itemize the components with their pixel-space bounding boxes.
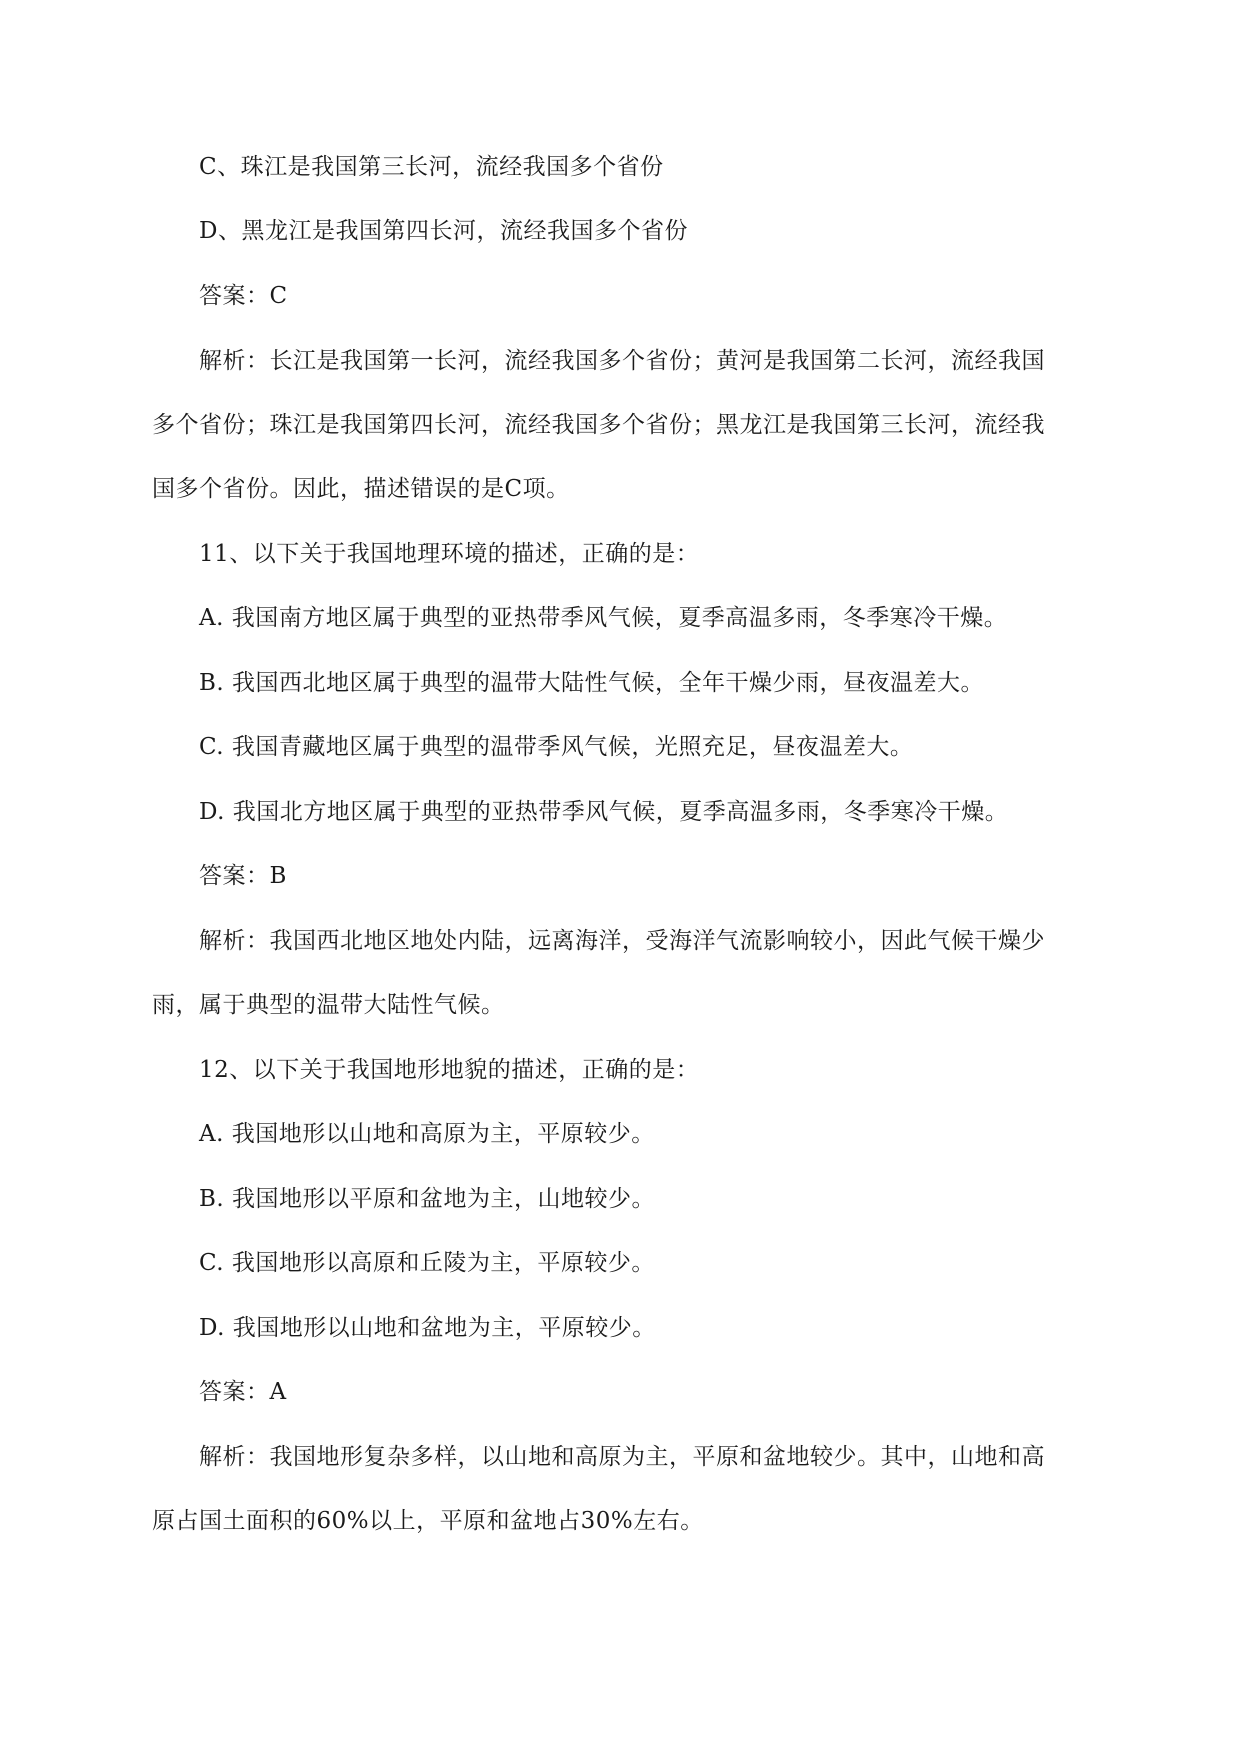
q12-option-c: C. 我国地形以高原和丘陵为主，平原较少。 xyxy=(199,1250,655,1276)
q12-option-d: D. 我国地形以山地和盆地为主，平原较少。 xyxy=(199,1315,656,1341)
q12-analysis-line-1: 解析：我国地形复杂多样，以山地和高原为主，平原和盆地较少。其中，山地和高 xyxy=(199,1444,1045,1470)
analysis-line-2: 多个省份；珠江是我国第四长河，流经我国多个省份；黑龙江是我国第三长河，流经我 xyxy=(152,412,1045,438)
q11-option-b: B. 我国西北地区属于典型的温带大陆性气候，全年干燥少雨，昼夜温差大。 xyxy=(199,670,985,696)
q12-option-b: B. 我国地形以平原和盆地为主，山地较少。 xyxy=(199,1186,656,1212)
q12-option-a: A. 我国地形以山地和高原为主，平原较少。 xyxy=(199,1121,655,1147)
q11-analysis-line-2: 雨，属于典型的温带大陆性气候。 xyxy=(152,992,505,1018)
answer-text: 答案：C xyxy=(199,283,288,309)
q11-analysis-line-1: 解析：我国西北地区地处内陆，远离海洋，受海洋气流影响较小，因此气候干燥少 xyxy=(199,928,1045,954)
analysis-line-3: 国多个省份。因此，描述错误的是C项。 xyxy=(152,476,570,502)
q11-option-a: A. 我国南方地区属于典型的亚热带季风气候，夏季高温多雨，冬季寒冷干燥。 xyxy=(199,605,1008,631)
q12-answer: 答案：A xyxy=(199,1379,287,1405)
q11-answer: 答案：B xyxy=(199,863,287,889)
analysis-line-1: 解析：长江是我国第一长河，流经我国多个省份；黄河是我国第二长河，流经我国 xyxy=(199,348,1045,374)
question-11-text: 11、以下关于我国地理环境的描述，正确的是： xyxy=(199,541,700,567)
option-c-text: C、珠江是我国第三长河，流经我国多个省份 xyxy=(199,154,664,180)
question-12-text: 12、以下关于我国地形地貌的描述，正确的是： xyxy=(199,1057,700,1083)
q12-analysis-line-2: 原占国土面积的60%以上，平原和盆地占30%左右。 xyxy=(152,1508,704,1534)
q11-option-d: D. 我国北方地区属于典型的亚热带季风气候，夏季高温多雨，冬季寒冷干燥。 xyxy=(199,799,1009,825)
q11-option-c: C. 我国青藏地区属于典型的温带季风气候，光照充足，昼夜温差大。 xyxy=(199,734,914,760)
option-d-text: D、黑龙江是我国第四长河，流经我国多个省份 xyxy=(199,218,688,244)
